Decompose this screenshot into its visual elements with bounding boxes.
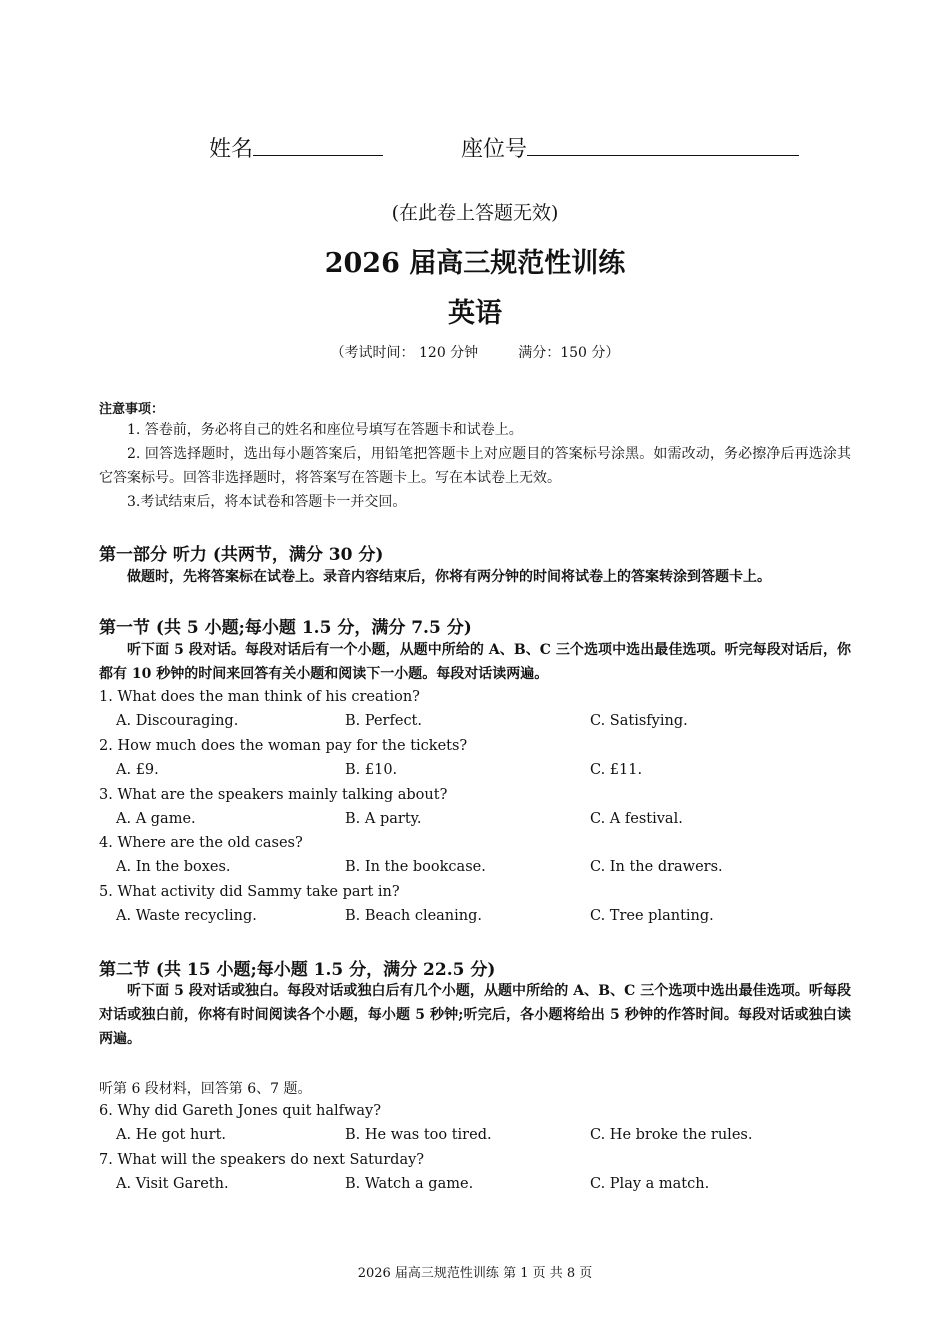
option-c: C. A festival.	[590, 811, 683, 827]
question-4: 4. Where are the old cases?	[99, 835, 303, 851]
page-footer: 2026 届高三规范性训练 第 1 页 共 8 页	[357, 1266, 593, 1281]
notice-item: 2. 回答选择题时，选出每小题答案后，用铅笔把答题卡上对应题目的答案标号涂黑。如需改动，务必擦净后再选涂其它答案标号。回答非选择题时，将答案写在答题卡上。写在本试卷上无效。	[99, 446, 851, 486]
material-note: 听第 6 段材料，回答第 6、7 题。	[99, 1081, 312, 1097]
option-b: B. In the bookcase.	[345, 859, 486, 875]
option-a: A. £9.	[116, 762, 159, 778]
option-b: B. He was too tired.	[345, 1127, 492, 1143]
section2-heading: 第二节 (共 15 小题;每小题 1.5 分，满分 22.5 分)	[99, 960, 496, 980]
option-c: C. Tree planting.	[590, 908, 714, 924]
question-5: 5. What activity did Sammy take part in?	[99, 884, 400, 900]
part1-instruction: 做题时，先将答案标在试卷上。录音内容结束后，你将有两分钟的时间将试卷上的答案转涂到答题卡上。	[127, 569, 771, 585]
option-b: B. A party.	[345, 811, 422, 827]
subject-title: 英语	[448, 298, 502, 329]
option-c: C. He broke the rules.	[590, 1127, 753, 1143]
notice-item: 1. 答卷前，务必将自己的姓名和座位号填写在答题卡和试卷上。	[127, 422, 523, 438]
option-c: C. £11.	[590, 762, 643, 778]
option-a: A. Discouraging.	[116, 713, 239, 729]
option-a: A. A game.	[116, 811, 196, 827]
option-c: C. Satisfying.	[590, 713, 688, 729]
notice-item: 3.考试结束后，将本试卷和答题卡一并交回。	[127, 494, 407, 510]
section1-instruction: 听下面 5 段对话。每段对话后有一个小题，从题中所给的 A、B、C 三个选项中选出最佳选项。听完每段对话后，你都有 10 秒钟的时间来回答有关小题和阅读下一小题。每段对话读两遍。	[99, 642, 851, 682]
question-2: 2. How much does the woman pay for the tickets?	[99, 738, 468, 754]
name-field	[209, 132, 383, 163]
option-b: B. Perfect.	[345, 713, 422, 729]
section2-instruction: 听下面 5 段对话或独白。每段对话或独白后有几个小题，从题中所给的 A、B、C 三个选项中选出最佳选项。听每段对话或独白前，你将有时间阅读各个小题，每小题 5 秒钟;听完后，各小题将给出 5 秒钟的作答时间。每段对话或独白读两遍。	[99, 983, 851, 1047]
seat-underline	[527, 133, 799, 156]
seat-field	[461, 132, 799, 163]
option-b: B. Beach cleaning.	[345, 908, 483, 924]
invalid-note: (在此卷上答题无效)	[391, 202, 559, 224]
option-b: B. Watch a game.	[345, 1176, 474, 1192]
question-3: 3. What are the speakers mainly talking about?	[99, 787, 448, 803]
question-6: 6. Why did Gareth Jones quit halfway?	[99, 1103, 382, 1119]
option-a: A. Visit Gareth.	[116, 1176, 229, 1192]
name-underline	[253, 133, 383, 156]
option-c: C. Play a match.	[590, 1176, 710, 1192]
name-label: 姓名	[209, 137, 254, 162]
question-7: 7. What will the speakers do next Saturday?	[99, 1152, 425, 1168]
option-c: C. In the drawers.	[590, 859, 723, 875]
seat-label: 座位号	[461, 137, 528, 162]
notice-heading: 注意事项：	[99, 402, 165, 417]
option-b: B. £10.	[345, 762, 398, 778]
part1-heading: 第一部分 听力 (共两节，满分 30 分)	[99, 545, 384, 565]
section1-heading: 第一节 (共 5 小题;每小题 1.5 分，满分 7.5 分)	[99, 618, 472, 638]
exam-title: 2026 届高三规范性训练	[324, 248, 626, 279]
question-1: 1. What does the man think of his creation?	[99, 689, 420, 705]
exam-info: （考试时间： 120 分钟 满分：150 分）	[330, 345, 620, 361]
option-a: A. He got hurt.	[116, 1127, 227, 1143]
option-a: A. In the boxes.	[116, 859, 231, 875]
option-a: A. Waste recycling.	[116, 908, 257, 924]
